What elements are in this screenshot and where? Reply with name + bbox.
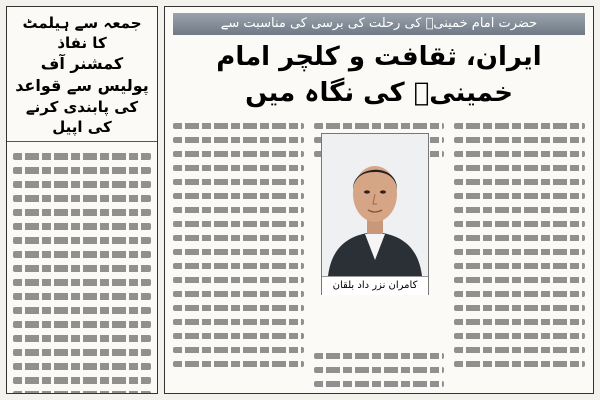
body-text-placeholder-line (454, 319, 585, 325)
body-text-placeholder-line (454, 179, 585, 185)
body-text-placeholder-line (173, 249, 304, 255)
body-text-placeholder-line (13, 293, 151, 300)
main-story-kicker: حضرت امام خمینیؒ کی رحلت کی برسی کی مناسبت سے (173, 13, 585, 35)
body-text-placeholder-line (173, 151, 304, 157)
photo-caption: کامران نزر داد بلقان (322, 276, 428, 295)
portrait-illustration (322, 134, 428, 276)
body-text-placeholder-line (173, 333, 304, 339)
left-story-headline (7, 7, 157, 142)
body-text-placeholder-line (13, 307, 151, 314)
portrait-photo (321, 133, 429, 295)
body-text-placeholder-line (173, 123, 304, 129)
body-text-placeholder-line (13, 209, 151, 216)
body-text-placeholder-line (173, 263, 304, 269)
body-text-placeholder-line (173, 179, 304, 185)
body-text-placeholder-line (454, 165, 585, 171)
left-headline-line-1: جمعہ سے ہیلمٹ کا نفاذ (22, 14, 142, 52)
body-text-placeholder-line (454, 361, 585, 367)
body-text-placeholder-line (173, 221, 304, 227)
body-text-placeholder-line (454, 305, 585, 311)
body-text-placeholder-line (13, 321, 151, 328)
body-text-placeholder-line (13, 279, 151, 286)
body-text-placeholder-line (454, 123, 585, 129)
body-text-placeholder-line (13, 377, 151, 384)
body-text-placeholder-line (454, 347, 585, 353)
body-text-placeholder-line (13, 167, 151, 174)
body-text-placeholder-line (13, 181, 151, 188)
body-text-placeholder-line (173, 291, 304, 297)
body-text-placeholder-line (173, 319, 304, 325)
body-text-placeholder-line (13, 237, 151, 244)
body-text-placeholder-line (173, 137, 304, 143)
body-text-placeholder-line (454, 291, 585, 297)
main-story-column-right (454, 115, 585, 387)
left-headline-line-2: کمشنر آف پولیس سے قواعد (15, 54, 149, 95)
body-text-placeholder-line (314, 123, 445, 129)
body-text-placeholder-line (13, 153, 151, 160)
body-text-placeholder-line (314, 381, 445, 387)
body-text-placeholder-line (454, 263, 585, 269)
body-text-placeholder-line (454, 333, 585, 339)
body-text-placeholder-line (454, 137, 585, 143)
body-text-placeholder-line (173, 235, 304, 241)
left-story-body (7, 142, 157, 394)
body-text-placeholder-line (173, 207, 304, 213)
body-text-placeholder-line (173, 347, 304, 353)
main-story-column-left (173, 115, 304, 387)
body-text-placeholder-line (454, 207, 585, 213)
left-headline-line-3: کی پابندی کرنے کی اپیل (25, 98, 139, 136)
body-text-placeholder-line (173, 193, 304, 199)
body-text-placeholder-line (454, 249, 585, 255)
body-text-placeholder-line (314, 367, 445, 373)
body-text-placeholder-line (173, 361, 304, 367)
body-text-placeholder-line (13, 223, 151, 230)
body-text-placeholder-line (314, 353, 445, 359)
body-text-placeholder-line (13, 391, 151, 394)
body-text-placeholder-line (173, 305, 304, 311)
body-text-placeholder-line (454, 235, 585, 241)
body-text-placeholder-line (13, 251, 151, 258)
body-text-placeholder-line (173, 165, 304, 171)
body-text-placeholder-line (454, 193, 585, 199)
body-text-placeholder-line (13, 363, 151, 370)
left-story (6, 6, 158, 394)
body-text-placeholder-line (173, 277, 304, 283)
body-text-placeholder-line (454, 221, 585, 227)
body-text-placeholder-line (13, 265, 151, 272)
main-story (164, 6, 594, 394)
main-story-headline: ایران، ثقافت و کلچر امام خمینیؒ کی نگاہ میں (216, 42, 542, 108)
body-text-placeholder-line (454, 277, 585, 283)
body-text-placeholder-line (454, 151, 585, 157)
body-text-placeholder-line (13, 195, 151, 202)
body-text-placeholder-line (13, 349, 151, 356)
body-text-placeholder-line (13, 335, 151, 342)
